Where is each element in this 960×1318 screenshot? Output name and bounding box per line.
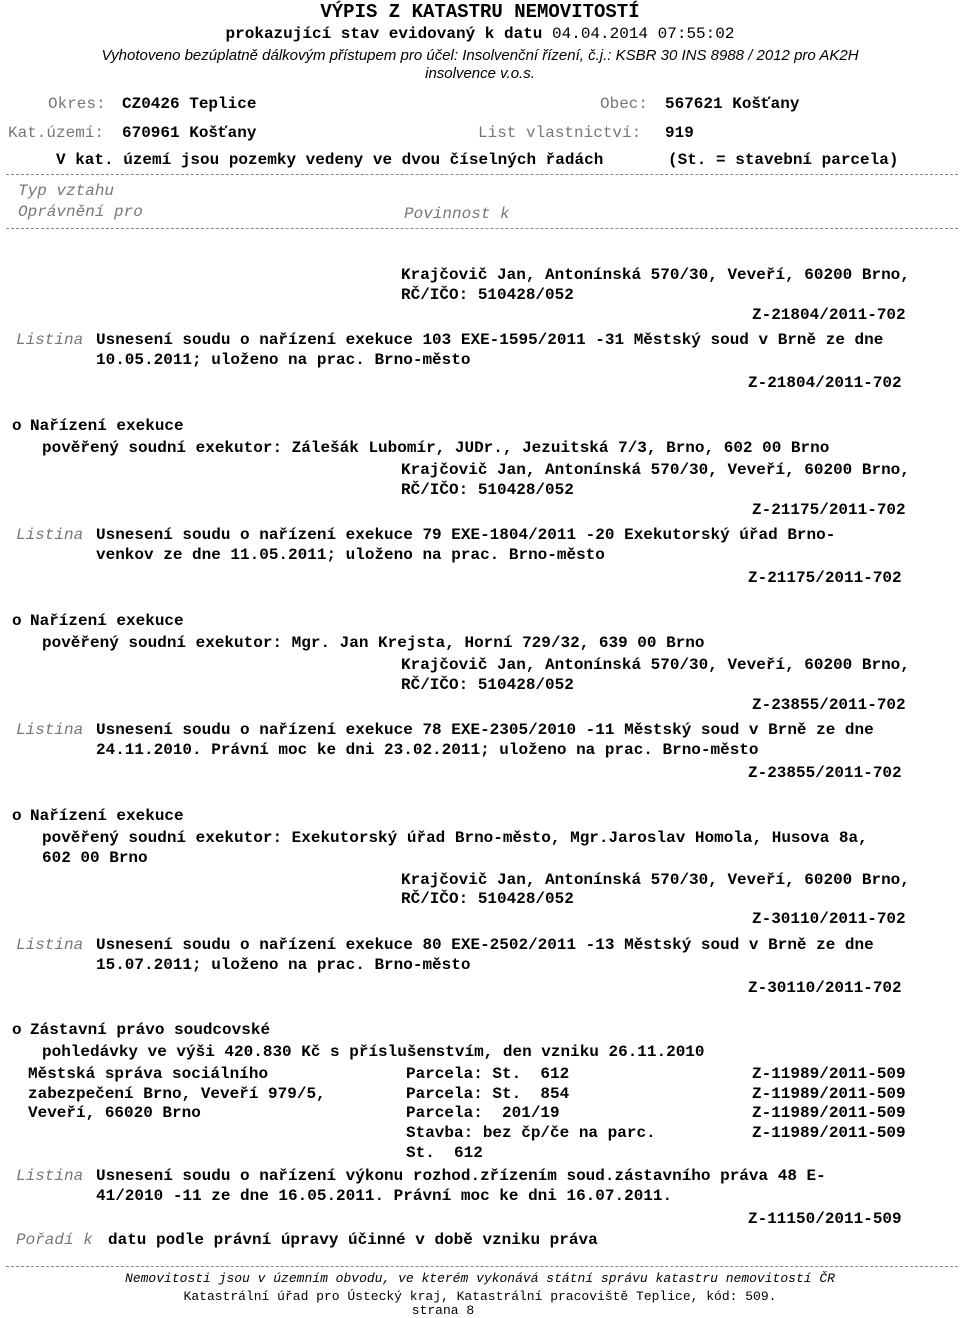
owner-name: Krajčovič Jan, Antonínská 570/30, Veveří, 60200 Brno, — [401, 656, 910, 674]
entry-marker: o — [12, 1021, 22, 1039]
divider-top — [6, 174, 958, 175]
creditor-line: Veveří, 66020 Brno — [28, 1104, 201, 1122]
listina-text: Usnesení soudu o nařízení exekuce 80 EXE-2502/2011 -13 Městský soud v Brně ze dne — [96, 936, 874, 954]
reference-number: Z-21804/2011-702 — [748, 374, 902, 392]
listina-text: venkov ze dne 11.05.2011; uloženo na prac. Brno-město — [96, 546, 605, 564]
listina-text: 41/2010 -11 ze dne 16.05.2011. Právní moc ke dni 16.07.2011. — [96, 1187, 673, 1205]
reference-number: Z-30110/2011-702 — [748, 979, 902, 997]
owner-name: Krajčovič Jan, Antonínská 570/30, Veveří, 60200 Brno, — [401, 461, 910, 479]
reference-number: Z-11989/2011-509 — [752, 1085, 906, 1103]
parcel-line: Parcela: St. 612 — [406, 1065, 570, 1083]
listina-label: Listina — [16, 331, 84, 349]
poradi-text: datu podle právní úpravy účinné v době vzniku práva — [108, 1231, 598, 1249]
document-title: VÝPIS Z KATASTRU NEMOVITOSTÍ — [320, 1, 640, 23]
entry-marker: o — [12, 807, 22, 825]
col-povinnost-k: Povinnost k — [404, 205, 510, 223]
parcel-line: Parcela: St. 854 — [406, 1085, 570, 1103]
col-opravneni-pro: Oprávnění pro — [18, 203, 143, 221]
reference-number: Z-11989/2011-509 — [752, 1104, 906, 1122]
entry-title: Nařízení exekuce — [30, 807, 184, 825]
entry-title: Nařízení exekuce — [30, 417, 184, 435]
listina-text: 15.07.2011; uloženo na prac. Brno-město — [96, 956, 471, 974]
listina-text: 24.11.2010. Právní moc ke dni 23.02.2011; uloženo na prac. Brno-město — [96, 741, 759, 759]
issued-line-1: Vyhotoveno bezúplatně dálkovým přístupem pro účel: Insolvenční řízení, č.j.: KSBR 30 INS 8988 / 2012 pro AK2H — [101, 47, 859, 64]
poradi-label: Pořadí k — [16, 1231, 93, 1249]
listina-label: Listina — [16, 1167, 84, 1185]
entry-title: Nařízení exekuce — [30, 612, 184, 630]
reference-number: Z-11989/2011-509 — [752, 1124, 906, 1142]
kat-note: V kat. území jsou pozemky vedeny ve dvou číselných řadách — [56, 151, 604, 169]
issued-line-2: insolvence v.o.s. — [425, 65, 535, 82]
listina-text: 10.05.2011; uloženo na prac. Brno-město — [96, 351, 471, 369]
owner-id: RČ/IČO: 510428/052 — [401, 890, 574, 908]
okres-label: Okres: — [48, 95, 106, 113]
owner-id: RČ/IČO: 510428/052 — [401, 481, 574, 499]
beneficiary: pověřený soudní exekutor: Mgr. Jan Krejsta, Horní 729/32, 639 00 Brno — [42, 634, 705, 652]
listina-label: Listina — [16, 721, 84, 739]
listina-label: Listina — [16, 526, 84, 544]
creditor-line: Městská správa sociálního — [28, 1065, 269, 1083]
beneficiary: pověřený soudní exekutor: Exekutorský úřad Brno-město, Mgr.Jaroslav Homola, Husova 8a, — [42, 829, 868, 847]
lv-label: List vlastnictví: — [478, 124, 642, 142]
kat-note-st: (St. = stavební parcela) — [668, 151, 899, 169]
parcel-line: Stavba: bez čp/če na parc. — [406, 1124, 656, 1142]
obec-label: Obec: — [600, 95, 649, 113]
footer-line-2: Katastrální úřad pro Ústecký kraj, Katastrální pracoviště Teplice, kód: 509. — [183, 1289, 777, 1304]
reference-number: Z-23855/2011-702 — [748, 764, 902, 782]
document-subtitle: prokazující stav evidovaný k datu 04.04.2014 07:55:02 — [225, 25, 735, 43]
reference-number: Z-21175/2011-702 — [748, 569, 902, 587]
parcel-line: Parcela: 201/19 — [406, 1104, 560, 1122]
col-typ-vztahu: Typ vztahu — [18, 182, 115, 200]
lien-amount: pohledávky ve výši 420.830 Kč s příslušenstvím, den vzniku 26.11.2010 — [42, 1043, 705, 1061]
katuzemi-value: 670961 Košťany — [122, 124, 257, 142]
divider-bottom — [6, 1266, 958, 1267]
reference-number: Z-21175/2011-702 — [752, 501, 906, 519]
okres-value: CZ0426 Teplice — [122, 95, 257, 113]
reference-number: Z-11989/2011-509 — [752, 1065, 906, 1083]
owner-id: RČ/IČO: 510428/052 — [401, 676, 574, 694]
listina-text: Usnesení soudu o nařízení exekuce 79 EXE-1804/2011 -20 Exekutorský úřad Brno- — [96, 526, 836, 544]
creditor-line: zabezpečení Brno, Veveří 979/5, — [28, 1085, 326, 1103]
beneficiary: 602 00 Brno — [42, 849, 148, 867]
owner-name: Krajčovič Jan, Antonínská 570/30, Veveří, 60200 Brno, — [401, 871, 910, 889]
divider-columns — [6, 228, 958, 229]
beneficiary: pověřený soudní exekutor: Zálešák Lubomír, JUDr., Jezuitská 7/3, Brno, 602 00 Brno — [42, 439, 830, 457]
entry-marker: o — [12, 612, 22, 630]
obec-value: 567621 Košťany — [665, 95, 800, 113]
page-number: strana 8 — [411, 1303, 475, 1318]
footer-line-1: Nemovitosti jsou v územním obvodu, ve kterém vykonává státní správu katastru nemovitostí ČR — [125, 1271, 835, 1286]
reference-number: Z-11150/2011-509 — [748, 1210, 902, 1228]
entry-title: Zástavní právo soudcovské — [30, 1021, 271, 1039]
owner-name: Krajčovič Jan, Antonínská 570/30, Veveří, 60200 Brno, — [401, 266, 910, 284]
listina-text: Usnesení soudu o nařízení exekuce 78 EXE-2305/2010 -11 Městský soud v Brně ze dne — [96, 721, 874, 739]
listina-text: Usnesení soudu o nařízení exekuce 103 EXE-1595/2011 -31 Městský soud v Brně ze dne — [96, 331, 884, 349]
reference-number: Z-30110/2011-702 — [752, 910, 906, 928]
parcel-line: St. 612 — [406, 1144, 483, 1162]
listina-label: Listina — [16, 936, 84, 954]
listina-text: Usnesení soudu o nařízení výkonu rozhod.zřízením soud.zástavního práva 48 E- — [96, 1167, 826, 1185]
lv-value: 919 — [665, 124, 694, 142]
owner-id: RČ/IČO: 510428/052 — [401, 286, 574, 304]
katuzemi-label: Kat.území: — [8, 124, 105, 142]
reference-number: Z-21804/2011-702 — [752, 306, 906, 324]
reference-number: Z-23855/2011-702 — [752, 696, 906, 714]
entry-marker: o — [12, 417, 22, 435]
